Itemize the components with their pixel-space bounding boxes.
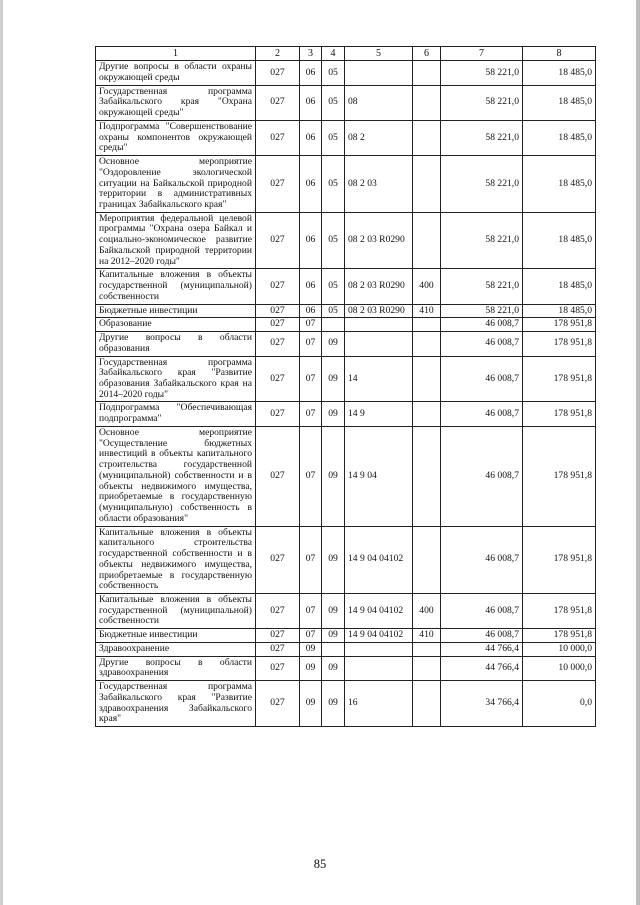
row-amount-col8: 178 951,8 [523,629,596,643]
row-amount-col8: 18 485,0 [523,61,596,85]
table-row [96,656,596,680]
row-section: 09 [300,642,322,656]
row-subsection: 05 [322,61,345,85]
row-subsection: 09 [322,526,345,593]
row-amount-col7: 58 221,0 [441,212,523,269]
row-target-article: 08 2 03 [345,156,413,213]
row-name: Государственная программа Забайкальского края "Охрана окружающей среды" [96,85,256,120]
table-row [96,120,596,155]
row-target-article: 08 [345,85,413,120]
row-expense-type [413,402,441,426]
row-section: 06 [300,85,322,120]
row-amount-col8: 10 000,0 [523,642,596,656]
row-code: 027 [256,120,300,155]
row-amount-col8: 178 951,8 [523,426,596,526]
row-amount-col8: 18 485,0 [523,269,596,304]
row-amount-col7: 46 008,7 [441,318,523,332]
header-col-6: 6 [413,47,441,61]
row-name: Подпрограмма "Обеспечивающая подпрограмма" [96,402,256,426]
row-code: 027 [256,656,300,680]
row-subsection: 05 [322,156,345,213]
row-amount-col8: 10 000,0 [523,656,596,680]
row-target-article [345,656,413,680]
row-code: 027 [256,332,300,356]
row-name: Образование [96,318,256,332]
table-row [96,426,596,526]
row-subsection: 05 [322,269,345,304]
row-expense-type [413,332,441,356]
row-code: 027 [256,629,300,643]
row-code: 027 [256,318,300,332]
scan-edge-right [636,0,640,905]
row-target-article [345,318,413,332]
row-section: 07 [300,402,322,426]
row-target-article [345,642,413,656]
row-target-article: 14 9 04 04102 [345,526,413,593]
row-amount-col7: 46 008,7 [441,593,523,628]
row-target-article: 08 2 [345,120,413,155]
row-expense-type [413,526,441,593]
row-name: Капитальные вложения в объекты капитального строительства государственной собственности и в объекты недвижимого имущества, приобретаемые в государственную собственность [96,526,256,593]
row-expense-type [413,212,441,269]
row-amount-col8: 178 951,8 [523,402,596,426]
row-amount-col7: 58 221,0 [441,156,523,213]
row-section: 07 [300,356,322,402]
row-name: Мероприятия федеральной целевой программы "Охрана озера Байкал и социально-экономическое развитие Байкальской природной территории на 2012–2020 годы" [96,212,256,269]
table-row [96,212,596,269]
table-row [96,642,596,656]
row-name: Другие вопросы в области здравоохранения [96,656,256,680]
row-code: 027 [256,356,300,402]
row-subsection: 09 [322,356,345,402]
row-code: 027 [256,681,300,727]
row-amount-col8: 18 485,0 [523,120,596,155]
row-subsection: 09 [322,593,345,628]
row-target-article: 14 9 04 04102 [345,629,413,643]
row-section: 06 [300,120,322,155]
header-col-3: 3 [300,47,322,61]
row-subsection: 05 [322,85,345,120]
row-section: 07 [300,593,322,628]
row-subsection [322,642,345,656]
row-subsection: 09 [322,402,345,426]
row-target-article: 14 9 [345,402,413,426]
row-expense-type [413,156,441,213]
table-row [96,61,596,85]
row-section: 06 [300,61,322,85]
row-amount-col8: 178 951,8 [523,318,596,332]
row-code: 027 [256,269,300,304]
header-col-5: 5 [345,47,413,61]
row-amount-col8: 18 485,0 [523,156,596,213]
row-subsection: 09 [322,332,345,356]
row-code: 027 [256,426,300,526]
row-name: Другие вопросы в области охраны окружающей среды [96,61,256,85]
row-amount-col8: 0,0 [523,681,596,727]
table-row [96,269,596,304]
row-expense-type: 400 [413,593,441,628]
header-col-8: 8 [523,47,596,61]
row-section: 07 [300,426,322,526]
row-expense-type [413,681,441,727]
row-expense-type: 400 [413,269,441,304]
row-name: Бюджетные инвестиции [96,304,256,318]
row-expense-type [413,61,441,85]
row-amount-col7: 58 221,0 [441,120,523,155]
row-amount-col7: 58 221,0 [441,85,523,120]
header-col-1: 1 [96,47,256,61]
row-section: 06 [300,269,322,304]
row-target-article: 16 [345,681,413,727]
row-name: Подпрограмма "Совершенствование охраны компонентов окружающей среды" [96,120,256,155]
row-section: 07 [300,318,322,332]
row-name: Государственная программа Забайкальского края "Развитие образования Забайкальского края на 2014–2020 годы" [96,356,256,402]
row-name: Капитальные вложения в объекты государственной (муниципальной) собственности [96,593,256,628]
row-code: 027 [256,61,300,85]
table-row [96,318,596,332]
row-subsection: 09 [322,629,345,643]
row-section: 07 [300,629,322,643]
row-code: 027 [256,593,300,628]
row-code: 027 [256,85,300,120]
row-amount-col7: 58 221,0 [441,61,523,85]
row-expense-type: 410 [413,629,441,643]
header-row [96,47,596,61]
row-section: 09 [300,656,322,680]
row-amount-col7: 44 766,4 [441,656,523,680]
row-target-article [345,332,413,356]
row-expense-type [413,120,441,155]
table-row [96,681,596,727]
row-amount-col8: 178 951,8 [523,332,596,356]
row-subsection: 05 [322,120,345,155]
row-amount-col7: 46 008,7 [441,332,523,356]
budget-table [95,46,596,727]
header-col-4: 4 [322,47,345,61]
row-subsection: 09 [322,681,345,727]
row-subsection [322,318,345,332]
row-code: 027 [256,212,300,269]
row-code: 027 [256,156,300,213]
table-body [96,61,596,727]
row-section: 06 [300,212,322,269]
row-amount-col7: 46 008,7 [441,356,523,402]
row-code: 027 [256,526,300,593]
row-name: Капитальные вложения в объекты государственной (муниципальной) собственности [96,269,256,304]
row-expense-type [413,656,441,680]
row-section: 07 [300,526,322,593]
row-target-article: 08 2 03 R0290 [345,269,413,304]
row-section: 06 [300,304,322,318]
row-subsection: 09 [322,426,345,526]
row-expense-type [413,642,441,656]
table-row [96,156,596,213]
scan-edge-left [0,0,3,905]
row-name: Основное мероприятие "Осуществление бюджетных инвестиций в объекты капитального строительства государственной (муниципальной) собственности и в объекты недвижимого имущества, приобретаемые в государственную (муниципальную) собственность в области образования" [96,426,256,526]
row-name: Бюджетные инвестиции [96,629,256,643]
page-number: 85 [313,857,327,871]
row-target-article: 08 2 03 R0290 [345,212,413,269]
row-amount-col7: 46 008,7 [441,426,523,526]
row-expense-type [413,356,441,402]
row-expense-type [413,85,441,120]
table-row [96,526,596,593]
row-amount-col8: 178 951,8 [523,356,596,402]
table-row [96,593,596,628]
row-name: Основное мероприятие "Оздоровление экологической ситуации на Байкальской природной территории в административных границах Забайкальского края" [96,156,256,213]
row-name: Государственная программа Забайкальского края "Развитие здравоохранения Забайкальского края" [96,681,256,727]
row-expense-type: 410 [413,304,441,318]
row-amount-col8: 18 485,0 [523,85,596,120]
row-section: 07 [300,332,322,356]
row-amount-col7: 44 766,4 [441,642,523,656]
row-amount-col7: 58 221,0 [441,269,523,304]
table-row [96,356,596,402]
row-amount-col8: 178 951,8 [523,593,596,628]
row-code: 027 [256,304,300,318]
table-row [96,332,596,356]
row-amount-col7: 46 008,7 [441,629,523,643]
row-amount-col7: 46 008,7 [441,402,523,426]
row-code: 027 [256,402,300,426]
row-expense-type [413,318,441,332]
table-row [96,85,596,120]
row-target-article: 14 9 04 04102 [345,593,413,628]
header-col-7: 7 [441,47,523,61]
row-amount-col7: 58 221,0 [441,304,523,318]
table-row [96,402,596,426]
row-subsection: 05 [322,212,345,269]
row-subsection: 05 [322,304,345,318]
header-col-2: 2 [256,47,300,61]
table-row [96,304,596,318]
row-subsection: 09 [322,656,345,680]
row-amount-col7: 34 766,4 [441,681,523,727]
table-row [96,629,596,643]
row-amount-col8: 18 485,0 [523,212,596,269]
row-amount-col8: 18 485,0 [523,304,596,318]
row-target-article: 08 2 03 R0290 [345,304,413,318]
row-target-article: 14 9 04 [345,426,413,526]
row-expense-type [413,426,441,526]
row-name: Здравоохранение [96,642,256,656]
row-target-article [345,61,413,85]
row-section: 09 [300,681,322,727]
row-name: Другие вопросы в области образования [96,332,256,356]
row-section: 06 [300,156,322,213]
row-target-article: 14 [345,356,413,402]
row-amount-col7: 46 008,7 [441,526,523,593]
row-code: 027 [256,642,300,656]
row-amount-col8: 178 951,8 [523,526,596,593]
